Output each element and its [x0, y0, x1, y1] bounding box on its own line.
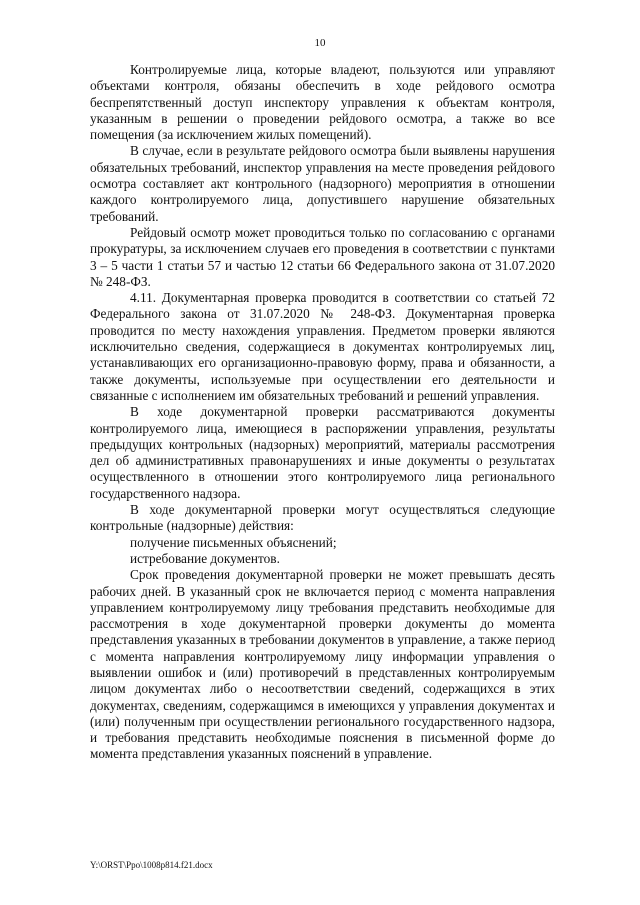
paragraph-documents-reviewed: В ходе документарной проверки рассматриваются документы контролируемого лица, имеющиеся в распоряжении управления, результаты предыдущих контрольных (надзорных) мероприятий, материалы рассмотрения дел об административных правонарушениях и иные документы о результатах осуществленного в отношении этого контролируемого лица регионального государственного надзора. — [90, 404, 555, 501]
paragraph-access-obligation: Контролируемые лица, которые владеют, пользуются или управляют объектами контроля, обязаны обеспечить в ходе рейдового осмотра беспрепятственный доступ инспектору управления к объектам контроля, указанным в решении о проведении рейдового осмотра, а также во все помещения (за исключением жилых помещений). — [90, 62, 555, 143]
paragraph-documentary-check: 4.11. Документарная проверка проводится в соответствии со статьей 72 Федерального закона от 31.07.2020 № 248-ФЗ. Документарная проверка проводится по месту нахождения управления. Предметом проверки являются исключительно сведения, содержащиеся в документах контролируемых лиц, устанавливающих его организационно-правовую форму, права и обязанности, а также документы, используемые при осуществлении его деятельности и связанные с исполнением им обязательных требований и решений управления. — [90, 290, 555, 403]
list-item-document-request: истребование документов. — [130, 550, 280, 566]
list-item-written-explanations: получение письменных объяснений; — [130, 534, 337, 550]
footer-file-path: Y:\ORST\Ppo\1008p814.f21.docx — [90, 860, 213, 870]
document-body — [90, 62, 555, 763]
paragraph-control-actions-intro: В ходе документарной проверки могут осуществляться следующие контрольные (надзорные) действия: — [90, 502, 555, 534]
paragraph-check-duration: Срок проведения документарной проверки не может превышать десять рабочих дней. В указанный срок не включается период с момента направления управлением контролируемому лицу требования представить необходимые для рассмотрения в ходе документарной проверки документы до момента представления указанных в требовании документов в управление, а также период с момента направления контролируемому лицу информации управления о выявлении ошибок и (или) противоречий в представленных контролируемым лицом документах либо о несоответствии сведений, содержащихся в этих документах, сведениям, содержащимся в имеющихся у управления документах и (или) полученным при осуществлении регионального государственного надзора, и требования представить необходимые пояснения в письменной форме до момента представления указанных пояснений в управление. — [90, 567, 555, 762]
paragraph-prosecutor-approval: Рейдовый осмотр может проводиться только по согласованию с органами прокуратуры, за исключением случаев его проведения в соответствии с пунктами 3 – 5 части 1 статьи 57 и частью 12 статьи 66 Федерального закона от 31.07.2020 № 248-ФЗ. — [90, 224, 555, 289]
paragraph-violation-act: В случае, если в результате рейдового осмотра были выявлены нарушения обязательных требований, инспектор управления на месте проведения рейдового осмотра составляет акт контрольного (надзорного) мероприятия в отношении каждого контролируемого лица, допустившего нарушение обязательных требований. — [90, 143, 555, 224]
page-number: 10 — [314, 37, 326, 49]
